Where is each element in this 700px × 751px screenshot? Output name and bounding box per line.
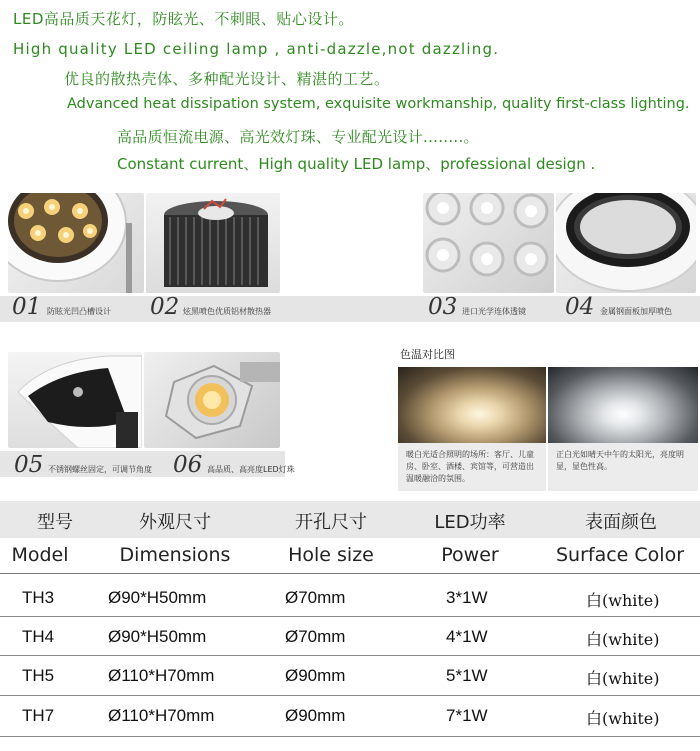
cell-power: 3*1W bbox=[446, 588, 488, 607]
cell-model: TH3 bbox=[22, 588, 55, 607]
cell-dimensions: Ø110*H70mm bbox=[108, 666, 215, 685]
spec-table bbox=[0, 501, 700, 751]
intro-line-cn-1: LED高品质天花灯，防眩光、不刺眼、贴心设计。 bbox=[13, 10, 354, 28]
spec-header-en bbox=[0, 538, 700, 573]
lens-photo bbox=[423, 193, 554, 293]
spec-header-cn bbox=[0, 501, 700, 538]
cell-hole-size: Ø90mm bbox=[285, 666, 346, 685]
cell-dimensions: Ø110*H70mm bbox=[108, 706, 215, 725]
warm-white-description: 暖白光适合照明的场所：客厅、儿童房、卧室、酒楼、宾馆等，可营造出温暖融洽的氛围。 bbox=[398, 443, 546, 491]
cell-surface-color: 白(white) bbox=[586, 669, 660, 688]
cell-hole-size: Ø70mm bbox=[285, 588, 346, 607]
cell-hole-size: Ø70mm bbox=[285, 627, 346, 646]
feature-number-01: 01 bbox=[12, 294, 42, 320]
table-row bbox=[0, 578, 700, 617]
header-cn-hole-size: 开孔尺寸 bbox=[295, 512, 367, 533]
header-en-dimensions: Dimensions bbox=[119, 544, 231, 566]
led-chip-photo bbox=[144, 352, 280, 448]
header-cn-dimensions: 外观尺寸 bbox=[139, 512, 211, 533]
row-divider bbox=[0, 736, 700, 737]
cell-model: TH4 bbox=[22, 627, 55, 646]
feature-number-06: 06 bbox=[173, 452, 203, 478]
feature-number-04: 04 bbox=[565, 294, 595, 320]
intro-line-en-2: Advanced heat dissipation system, exquisite workmanship, quality first-class lighting. bbox=[67, 96, 690, 112]
cell-power: 4*1W bbox=[446, 627, 488, 646]
cell-surface-color: 白(white) bbox=[586, 630, 660, 649]
header-en-surface-color: Surface Color bbox=[555, 544, 685, 566]
feature-number-05: 05 bbox=[14, 452, 44, 478]
cell-dimensions: Ø90*H50mm bbox=[108, 627, 207, 646]
feature-caption-03: 进口光学连体透镜 bbox=[462, 307, 526, 316]
cool-white-light-image bbox=[548, 367, 698, 443]
table-row bbox=[0, 656, 700, 695]
header-en-power: Power bbox=[441, 544, 499, 566]
cell-model: TH5 bbox=[22, 666, 55, 685]
header-cn-power: LED功率 bbox=[434, 512, 506, 533]
cell-dimensions: Ø90*H50mm bbox=[108, 588, 207, 607]
cell-model: TH7 bbox=[22, 706, 55, 725]
table-divider bbox=[0, 573, 700, 574]
cool-white-description: 正白光如晴天中午的太阳光，亮度明显，显色性高。 bbox=[548, 443, 698, 491]
feature-caption-05: 不锈钢螺丝固定，可调节角度 bbox=[48, 465, 152, 474]
metal-panel-photo bbox=[556, 193, 696, 293]
feature-caption-01: 防眩光凹凸槽设计 bbox=[47, 307, 111, 316]
cell-power: 5*1W bbox=[446, 666, 488, 685]
header-en-hole-size: Hole size bbox=[288, 544, 374, 566]
feature-number-03: 03 bbox=[428, 294, 458, 320]
header-cn-model: 型号 bbox=[37, 512, 73, 533]
warm-white-light-image bbox=[398, 367, 546, 443]
header-cn-surface-color: 表面颜色 bbox=[585, 512, 657, 533]
header-en-model: Model bbox=[11, 544, 69, 566]
table-row bbox=[0, 696, 700, 735]
feature-caption-02: 炫黑喷色优质铝材散热器 bbox=[183, 307, 271, 316]
feature-caption-06: 高品质、高亮度LED灯珠 bbox=[207, 465, 295, 474]
feature-caption-04: 金属钢面板加厚喷色 bbox=[600, 307, 672, 316]
intro-line-en-3: Constant current、High quality LED lamp、professional design . bbox=[117, 155, 596, 173]
table-row bbox=[0, 617, 700, 656]
cell-surface-color: 白(white) bbox=[586, 709, 660, 728]
heat-sink-photo bbox=[146, 193, 280, 293]
screw-bracket-photo bbox=[8, 352, 142, 448]
cell-power: 7*1W bbox=[446, 706, 488, 725]
color-temp-title: 色温对比图 bbox=[400, 348, 455, 361]
anti-glare-lamp-photo bbox=[8, 193, 144, 293]
feature-number-02: 02 bbox=[150, 294, 180, 320]
cell-surface-color: 白(white) bbox=[586, 591, 660, 610]
intro-line-cn-3: 高品质恒流电源、高光效灯珠、专业配光设计........。 bbox=[117, 128, 479, 146]
intro-line-cn-2: 优良的散热壳体、多种配光设计、精湛的工艺。 bbox=[64, 70, 390, 88]
intro-line-en-1: High quality LED ceiling lamp , anti-dazzle,not dazzling. bbox=[13, 40, 500, 58]
cell-hole-size: Ø90mm bbox=[285, 706, 346, 725]
intro-section bbox=[0, 0, 700, 180]
